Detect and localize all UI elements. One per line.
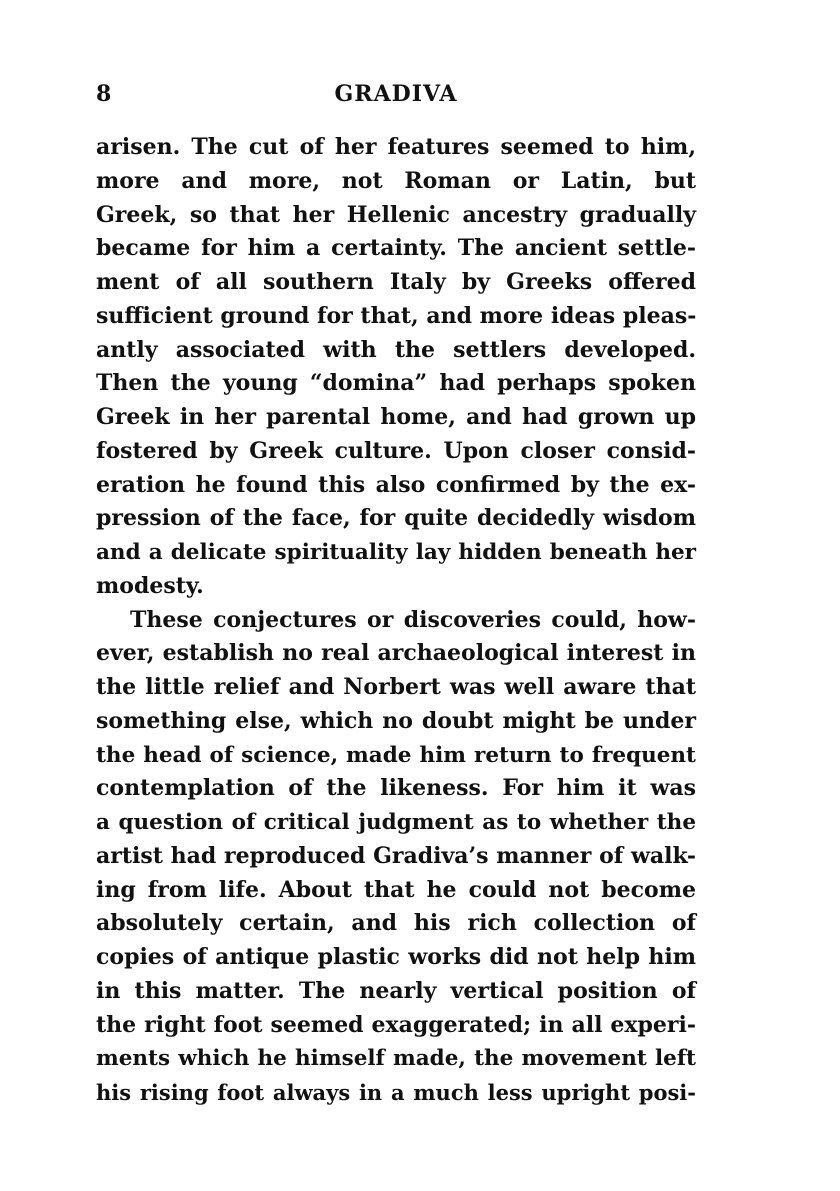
paragraph-2-line: contemplation of the likeness. For him it was <box>96 775 696 802</box>
paragraph-1-line: pression of the face, for quite decidedly wisdom <box>96 505 696 532</box>
paragraph-2-line: a question of critical judgment as to whether the <box>96 810 696 835</box>
paragraph-1-line: sufficient ground for that, and more ideas pleas- <box>96 302 697 329</box>
paragraph-1-line: antly associated with the settlers developed. <box>96 336 696 363</box>
paragraph-2-line: ing from life. About that he could not become <box>96 876 696 903</box>
paragraph-1-line: more and more, not Roman or Latin, but <box>96 167 696 194</box>
paragraph-1-line: fostered by Greek culture. Upon closer consid- <box>96 437 696 464</box>
body-text <box>96 131 696 1110</box>
paragraph-2-line: absolutely certain, and his rich collection of <box>96 910 696 937</box>
paragraph-2-line: in this matter. The nearly vertical position of <box>96 977 696 1004</box>
paragraph-2-line: ever, establish no real archaeological interest in <box>96 640 696 667</box>
paragraph-1-line: arisen. The cut of her features seemed to him, <box>96 134 696 160</box>
paragraph-1-line: ment of all southern Italy by Greeks offered <box>96 269 696 295</box>
paragraph-2-line: something else, which no doubt might be under <box>96 707 696 734</box>
running-head <box>96 79 696 109</box>
page-number: 8 <box>96 81 112 107</box>
paragraph-1-line: eration he found this also confirmed by the ex- <box>96 471 696 498</box>
paragraph-1-line: modesty. <box>96 572 204 599</box>
paragraph-2-line: copies of antique plastic works did not help him <box>96 944 696 970</box>
paragraph-1-line: Greek in her parental home, and had grown up <box>96 404 696 430</box>
paragraph-2-line: the right foot seemed exaggerated; in all experi- <box>96 1011 696 1038</box>
running-title: GRADIVA <box>334 81 458 107</box>
paragraph-1-line: became for him a certainty. The ancient settle- <box>96 235 696 262</box>
paragraph-2-line: artist had reproduced Gradiva’s manner of walk- <box>96 842 696 869</box>
paragraph-2-line: ments which he himself made, the movement left <box>96 1046 696 1072</box>
paragraph-2-line: the head of science, made him return to frequent <box>96 742 696 768</box>
paragraph-2-line: These conjectures or discoveries could, how- <box>130 606 696 633</box>
paragraph-1-line: Then the young “domina” had perhaps spoken <box>96 370 696 397</box>
paragraph-1-line: and a delicate spirituality lay hidden beneath her <box>96 540 696 565</box>
paragraph-2-line: the little relief and Norbert was well aware that <box>96 674 696 700</box>
paragraph-2-line: his rising foot always in a much less upright posi- <box>96 1080 696 1105</box>
paragraph-1-line: Greek, so that her Hellenic ancestry gradually <box>96 201 696 228</box>
